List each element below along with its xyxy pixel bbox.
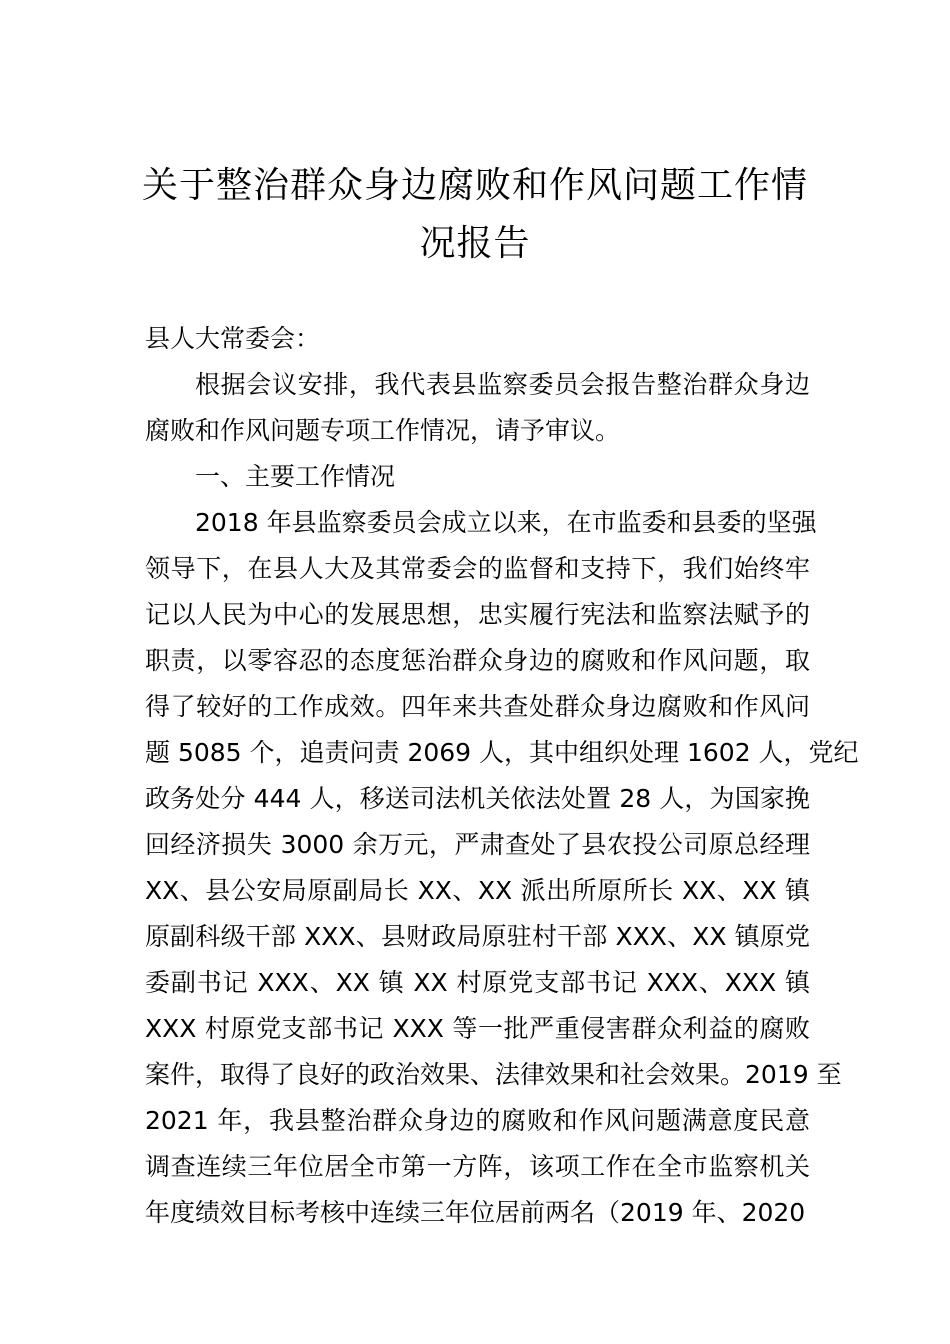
body-line: 调查连续三年位居全市第一方阵，该项工作在全市监察机关: [145, 1152, 810, 1181]
body-line: 领导下，在县人大及其常委会的监督和支持下，我们始终牢: [145, 554, 810, 583]
body-line: 回经济损失 3000 余万元，严肃查处了县农投公司原总经理: [145, 830, 810, 859]
body-line: XX、县公安局原副局长 XX、XX 派出所原所长 XX、XX 镇: [145, 876, 810, 905]
salutation: 县人大常委会：: [145, 324, 321, 353]
body-line: 得了较好的工作成效。四年来共查处群众身边腐败和作风问: [145, 692, 810, 721]
body-line: 政务处分 444 人，移送司法机关依法处置 28 人，为国家挽: [145, 784, 810, 813]
document-title-line-2: 况报告: [419, 223, 531, 264]
body-line: 案件，取得了良好的政治效果、法律效果和社会效果。2019 至: [145, 1060, 842, 1089]
body-line: 记以人民为中心的发展思想，忠实履行宪法和监察法赋予的: [145, 600, 810, 629]
body-line: 职责，以零容忍的态度惩治群众身边的腐败和作风问题，取: [145, 646, 810, 675]
body-line: 2018 年县监察委员会成立以来，在市监委和县委的坚强: [195, 508, 817, 537]
section-heading: 一、主要工作情况: [195, 462, 396, 491]
body-line: 原副科级干部 XXX、县财政局原驻村干部 XXX、XX 镇原党: [145, 922, 810, 951]
body-line: 委副书记 XXX、XX 镇 XX 村原党支部书记 XXX、XXX 镇: [145, 968, 810, 997]
body-line: 题 5085 个，追责问责 2069 人，其中组织处理 1602 人，党纪: [145, 738, 859, 767]
body-line: XXX 村原党支部书记 XXX 等一批严重侵害群众利益的腐败: [145, 1014, 810, 1043]
body-line: 根据会议安排，我代表县监察委员会报告整治群众身边: [195, 370, 810, 399]
document-title-line-1: 关于整治群众身边腐败和作风问题工作情: [141, 165, 808, 206]
body-line: 年度绩效目标考核中连续三年位居前两名（2019 年、2020: [145, 1198, 806, 1227]
body-line: 腐败和作风问题专项工作情况，请予审议。: [145, 416, 621, 445]
body-line: 2021 年，我县整治群众身边的腐败和作风问题满意度民意: [145, 1106, 810, 1135]
